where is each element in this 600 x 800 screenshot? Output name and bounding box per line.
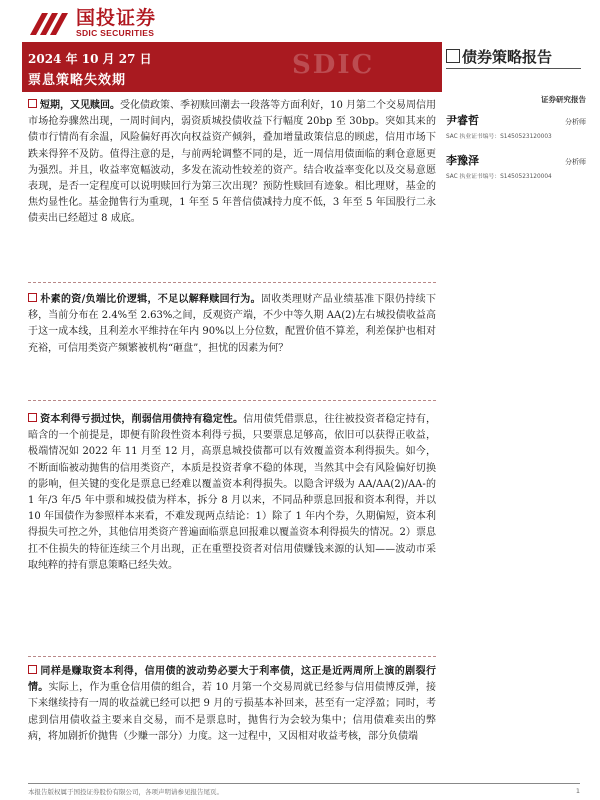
paragraph-lead: 朴素的资/负端比价逻辑，不足以解释赎回行为。 bbox=[40, 294, 261, 305]
page-number: 1 bbox=[575, 787, 580, 795]
section-divider bbox=[28, 656, 436, 657]
paragraph-capital-loss bbox=[28, 412, 436, 574]
paragraph-volatility bbox=[28, 664, 436, 745]
section-divider bbox=[28, 400, 436, 401]
report-type-heading bbox=[446, 46, 581, 67]
logo-chinese-name: 国投证券 bbox=[76, 7, 157, 29]
report-body bbox=[28, 664, 436, 745]
analyst-role: 分析师 bbox=[565, 118, 586, 126]
report-date: 2024 年 10 月 27 日 bbox=[28, 52, 152, 66]
report-type-label: 债券策略报告 bbox=[462, 48, 553, 66]
analyst-card bbox=[446, 152, 586, 180]
report-body bbox=[28, 412, 436, 574]
page-footer bbox=[28, 783, 580, 796]
paragraph-text: 固收类理财产品业绩基准下限仍持续下移，当前分布在 2.4%至 2.63%之间，反观资产端，不少中等久期 AA(2)左右城投债收益高于这一成本线，且利差水平维持在年内 90%以上分位数，配置价值不算差，利差保护也相对充裕，可信用类资产频繁被机构“砸盘”，担忧的因素为何？ bbox=[28, 294, 437, 354]
paragraph-short-term bbox=[28, 98, 436, 228]
analyst-role: 分析师 bbox=[565, 158, 586, 166]
paragraph-price-logic bbox=[28, 292, 436, 357]
header-divider bbox=[446, 68, 581, 69]
paragraph-lead: 资本利得亏损过快，削弱信用债持有稳定性。 bbox=[40, 414, 244, 425]
logo-english-name: SDIC SECURITIES bbox=[76, 28, 155, 38]
analyst-name: 李豫泽 bbox=[446, 154, 479, 167]
square-bullet-icon bbox=[28, 99, 37, 108]
paragraph-text: 实际上，作为重仓信用债的组合，若 10 月第一个交易周就已经参与信用债博反弹，接下来继续持有一周的收益就已经可以把 9 月的亏损基本补回来，甚至有一定浮盈；同时，考虑到信用债收益主要来自交易，而不是票息时，抛售行为会较为集中；信用债难卖出的弊病，将加剧折价抛售（少赚一部分）力度。这一过程中，又因相对收益考核，部分负债端 bbox=[28, 682, 436, 742]
footer-disclaimer: 本报告版权属于国投证券股份有限公司，各项声明请参见报告尾页。 bbox=[28, 788, 223, 796]
square-bullet-icon bbox=[28, 413, 37, 422]
square-bullet-icon bbox=[446, 49, 460, 63]
report-body bbox=[28, 98, 436, 228]
square-bullet-icon bbox=[28, 665, 37, 674]
paragraph-lead: 同样是赚取资本利得，信用债的波动势必要大于利率债，这正是近两周所上演的剧裂行情。 bbox=[28, 666, 436, 694]
analyst-license: SAC 执业证书编号：S1450523120003 bbox=[446, 134, 552, 140]
report-title: 票息策略失效期 bbox=[28, 73, 127, 88]
analyst-card bbox=[446, 112, 586, 140]
analyst-name: 尹睿哲 bbox=[446, 114, 479, 127]
section-divider bbox=[28, 282, 436, 283]
banner-watermark: SDIC bbox=[292, 50, 375, 80]
paragraph-text: 受化债政策、季初赎回潮去一段落等方面利好，10 月第二个交易周信用市场抢券骤然出现，一周时间内，弱资质城投债收益下行幅度 20bp 至 30bp。突如其来的债市行情尚有余温，风险偏好再次向权益资产倾斜，叠加增量政策信息的顾虑，信用市场下跌来得猝不及防。值得注意的是，与前两轮调整不同的是，近一周信用债面临的剩仓意愿更为强烈。并且，收益率宽幅波动，多发在流动性较差的资产。结合收益率变化以及交易意愿表现，是否一定程度可以说明赎回行为第三次出现？预防性赎回有迹象。相比理财，基金的焦灼显性化。基金抛售行为重现，1 年至 5 年普信债减持力度不低，3 年至 5 年国股行二永债卖出已经超过 8 成底。 bbox=[28, 100, 437, 225]
section-label: 证券研究报告 bbox=[541, 95, 586, 104]
report-body bbox=[28, 292, 436, 357]
sidebar bbox=[446, 94, 586, 192]
title-banner bbox=[22, 42, 442, 92]
company-logo bbox=[28, 8, 156, 38]
paragraph-text: 信用债凭借票息，往往被投资者稳定持有，暗含的一个前提是，即便有阶段性资本利得亏损，只要票息足够高，依旧可以获得正收益，极端情况如 2022 年 11 月至 12 月，高票息城投债都可以有效覆盖资本利得损失。如今，不断面临被动抛售的信用类资产，本质是投资者拿不稳的体现，当然其中会有风险偏好切换的影响，但关键的变化是票息已经难以覆盖资本利得损失。以隐含评级为 AA/AA(2)/AA-的 1 年/3 年/5 年中票和城投债为样本，拆分 8 月以来，不同品种票息回报和资本利得，并以 10 年国债作为参照样本来看，不难发现两点结论：1）除了 1 年内个券，久期偏短，资本利得损失可控之外，其他信用类资产普遍面临票息回报难以覆盖资本利得损失的情况。2）票息扛不住损失的特征连续三个月出现，正在重塑投资者对信用债赚钱来源的认知——波动市采取纯粹的持有票息策略已经失效。 bbox=[28, 414, 437, 571]
paragraph-lead: 短期，又见赎回。 bbox=[40, 100, 121, 111]
sdic-logo-icon bbox=[28, 9, 72, 37]
analyst-license: SAC 执业证书编号：S1450523120004 bbox=[446, 174, 552, 180]
square-bullet-icon bbox=[28, 293, 37, 302]
